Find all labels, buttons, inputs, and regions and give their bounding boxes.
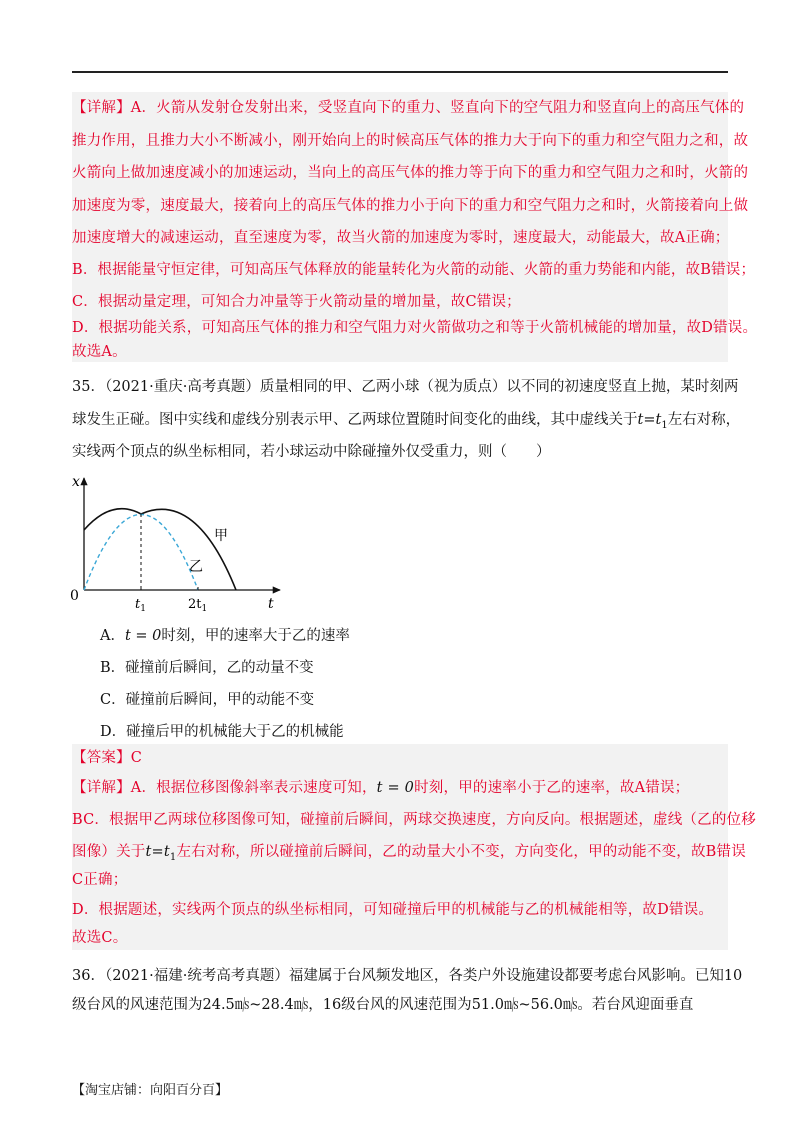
q35-line2-tail: 左右对称， xyxy=(667,412,741,428)
explain35-symbol-eq: = xyxy=(151,844,164,860)
option-d: D．碰撞后甲的机械能大于乙的机械能 xyxy=(100,724,344,740)
explain35-symbol-t1: t xyxy=(163,844,170,860)
q36-speed-range-10: 24.5㎧~28.4㎧ xyxy=(202,997,309,1013)
explain34-line: 推力作用，且推力大小不断减小，刚开始向上的时候高压气体的推力大于向下的重力和空气阻力之和，故 xyxy=(72,133,749,149)
label-jia: 甲 xyxy=(214,528,228,544)
explain35-symbol-sub: 1 xyxy=(169,851,177,863)
y-axis-label: x xyxy=(72,474,80,490)
q36-line2a: 级台风的风速范围为 xyxy=(72,997,203,1013)
q35-line3: 实线两个顶点的纵坐标相同，若小球运动中除碰撞外仅受重力，则（ ） xyxy=(72,444,551,460)
explain34-line: B．根据能量守恒定律，可知高压气体释放的能量转化为火箭的动能、火箭的重力势能和内能，故B错误； xyxy=(72,262,756,278)
explain35-symbol: t = 0 xyxy=(376,780,415,796)
label-yi: 乙 xyxy=(189,559,203,575)
option-a-text: 时刻，甲的速率大于乙的速率 xyxy=(161,628,350,644)
explain35-l3a: 图像）关于 xyxy=(72,844,146,860)
q36-line2c: 。若台风迎面垂直 xyxy=(577,997,694,1013)
explain35-line5: D．根据题述，实线两个顶点的纵坐标相同，可知碰撞后甲的机械能与乙的机械能相等，故D错误。 xyxy=(72,902,714,918)
q36-line1: 36．（2021·福建·统考高考真题）福建属于台风频发地区，各类户外设施建设都要考虑台风影响。已知10 xyxy=(72,968,743,984)
explain35-line3 xyxy=(72,842,746,868)
q36-line2 xyxy=(72,995,693,1015)
explain35-l1a: 【详解】A．根据位移图像斜率表示速度可知， xyxy=(72,780,377,796)
x-axis-label: t xyxy=(268,596,274,612)
symbol-eq: = xyxy=(643,412,656,428)
q35-line2-text: 球发生正碰。图中实线和虚线分别表示甲、乙两球位置随时间变化的曲线，其中虚线关于 xyxy=(72,412,638,428)
explain35-line2: BC．根据甲乙两球位移图像可知，碰撞前后瞬间，两球交换速度，方向反向。根据题述，虚线（乙的位移 xyxy=(72,812,756,828)
explain35-line6: 故选C。 xyxy=(72,930,128,946)
footer-shop-label: 【淘宝店铺：向阳百分百】 xyxy=(72,1083,229,1098)
explain35-line1 xyxy=(72,778,689,798)
tick-label-t1: $t_1$ xyxy=(135,597,146,614)
answer-35: 【答案】C xyxy=(72,750,143,766)
option-c: C．碰撞前后瞬间，甲的动能不变 xyxy=(100,692,315,708)
explanation-34 xyxy=(72,92,758,362)
option-b: B．碰撞前后瞬间，乙的动量不变 xyxy=(100,660,314,676)
explain34-line: 【详解】A．火箭从发射仓发射出来，受竖直向下的重力、竖直向下的空气阻力和竖直向上的高压气体的 xyxy=(72,100,745,116)
option-a-symbol: t = 0 xyxy=(124,628,162,644)
option-a-prefix: A． xyxy=(100,628,125,644)
explain34-line: 火箭向上做加速度减小的加速运动，当向上的高压气体的推力等于向下的重力和空气阻力之和时，火箭的 xyxy=(72,165,749,181)
q36-speed-range-16: 51.0㎧~56.0㎧ xyxy=(471,997,578,1013)
q36-line2b: ，16级台风的风速范围为 xyxy=(308,997,472,1013)
explain34-line: 故选A。 xyxy=(72,344,127,360)
explain35-line4: C正确； xyxy=(72,872,128,888)
symbol-sub: 1 xyxy=(661,419,668,431)
symbol-t: t xyxy=(637,412,644,428)
explain34-line: D．根据功能关系，可知高压气体的推力和空气阻力对火箭做功之和等于火箭机械能的增加量，故D错误。 xyxy=(72,320,758,336)
explain35-l1b: 时刻，甲的速率小于乙的速率，故A错误； xyxy=(414,780,690,796)
position-time-graph xyxy=(64,470,294,620)
tick-label-2t1: $2t_1$ xyxy=(188,597,208,614)
explain34-line: C．根据动量定理，可知合力冲量等于火箭动量的增加量，故C错误； xyxy=(72,294,521,310)
option-a xyxy=(100,626,350,646)
explain34-line: 加速度增大的减速运动，直至速度为零，故当火箭的加速度为零时，速度最大，动能最大，故A正确； xyxy=(72,230,730,246)
solid-curve-jia xyxy=(84,509,236,590)
symbol-t1: t xyxy=(655,412,662,428)
header-rule xyxy=(72,71,728,73)
explain35-l3b: 左右对称，所以碰撞前后瞬间，乙的动量大小不变，方向变化，甲的动能不变，故B错误 xyxy=(176,844,746,860)
q35-line1: 35．（2021·重庆·高考真题）质量相同的甲、乙两小球（视为质点）以不同的初速度竖直上抛，某时刻两 xyxy=(72,379,739,395)
explain34-line: 加速度为零，速度最大，接着向上的高压气体的推力小于向下的重力和空气阻力之和时，火箭接着向上做 xyxy=(72,198,749,214)
origin-label: 0 xyxy=(70,588,79,604)
explain35-symbol-t: t xyxy=(145,844,152,860)
q35-line2 xyxy=(72,410,740,436)
explanation-35 xyxy=(72,744,756,950)
